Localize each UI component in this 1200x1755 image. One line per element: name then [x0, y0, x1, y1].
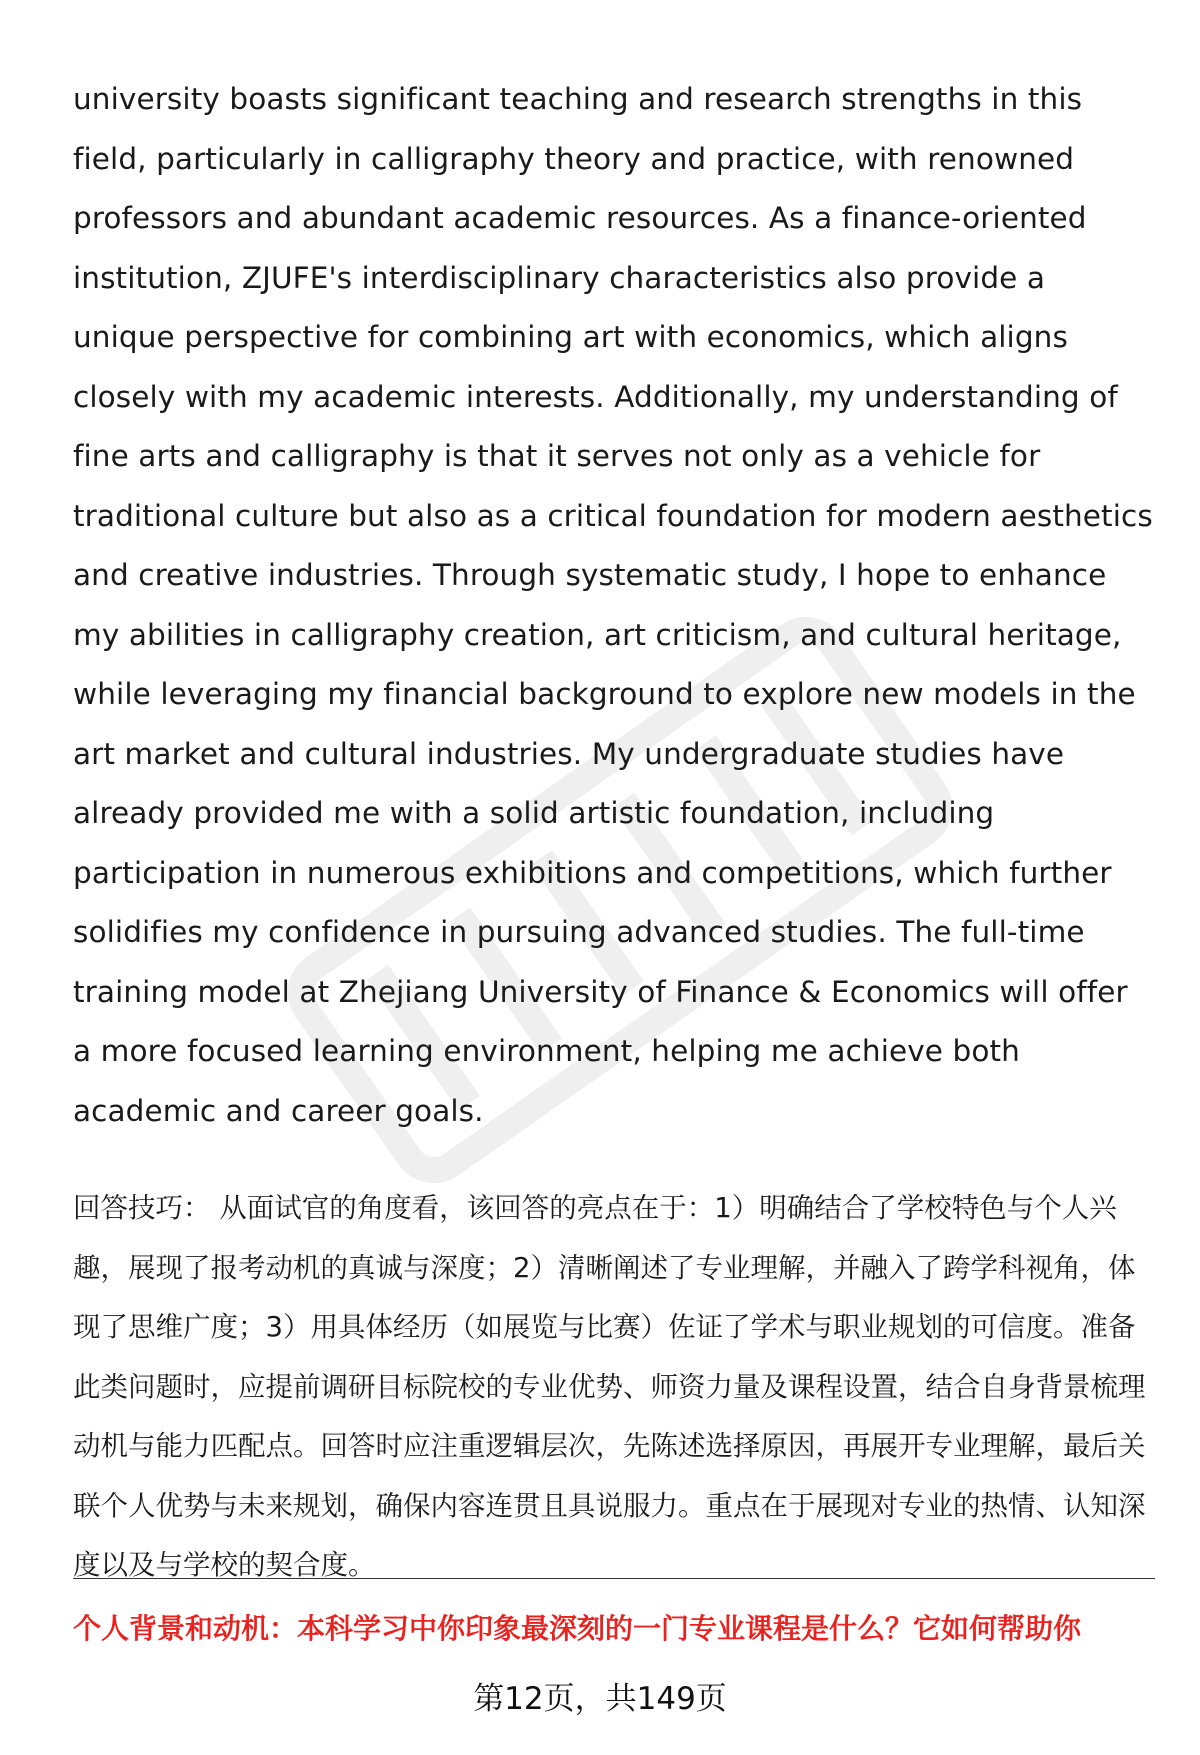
section-divider	[73, 1578, 1155, 1579]
document-body	[73, 70, 1153, 1596]
answer-tips-paragraph: 回答技巧： 从面试官的角度看，该回答的亮点在于：1）明确结合了学校特色与个人兴趣，展现了报考动机的真诚与深度；2）清晰阐述了专业理解，并融入了跨学科视角，体现了思维广度；3）用具体经历（如展览与比赛）佐证了学术与职业规划的可信度。准备此类问题时，应提前调研目标院校的专业优势、师资力量及课程设置，结合自身背景梳理动机与能力匹配点。回答时应注重逻辑层次，先陈述选择原因，再展开专业理解，最后关联个人优势与未来规划，确保内容连贯且具说服力。重点在于展现对专业的热情、认知深度以及与学校的契合度。	[73, 1192, 1146, 1581]
page-number-footer: 第12页，共149页	[473, 1681, 727, 1717]
next-question-heading: 个人背景和动机：本科学习中你印象最深刻的一门专业课程是什么？它如何帮助你	[73, 1612, 1082, 1645]
answer-paragraph: university boasts significant teaching and research strengths in this field, particularly in calligraphy theory and practice, with renowned professors and abundant academic resources. As a finance-oriented institution, ZJUFE's interdisciplinary characteristics also provide a unique perspective for combining art with economics, which aligns closely with my academic interests. Additionally, my understanding of fine arts and calligraphy is that it serves not only as a vehicle for traditional culture but also as a critical foundation for modern aesthetics and creative industries. Through systematic study, I hope to enhance my abilities in calligraphy creation, art criticism, and cultural heritage, while leveraging my financial background to explore new models in the art market and cultural industries. My undergraduate studies have already provided me with a solid artistic foundation, including participation in numerous exhibitions and competitions, which further solidifies my confidence in pursuing advanced studies. The full-time training model at Zhejiang University of Finance & Economics will offer a more focused learning environment, helping me achieve both academic and career goals.	[73, 82, 1153, 1128]
